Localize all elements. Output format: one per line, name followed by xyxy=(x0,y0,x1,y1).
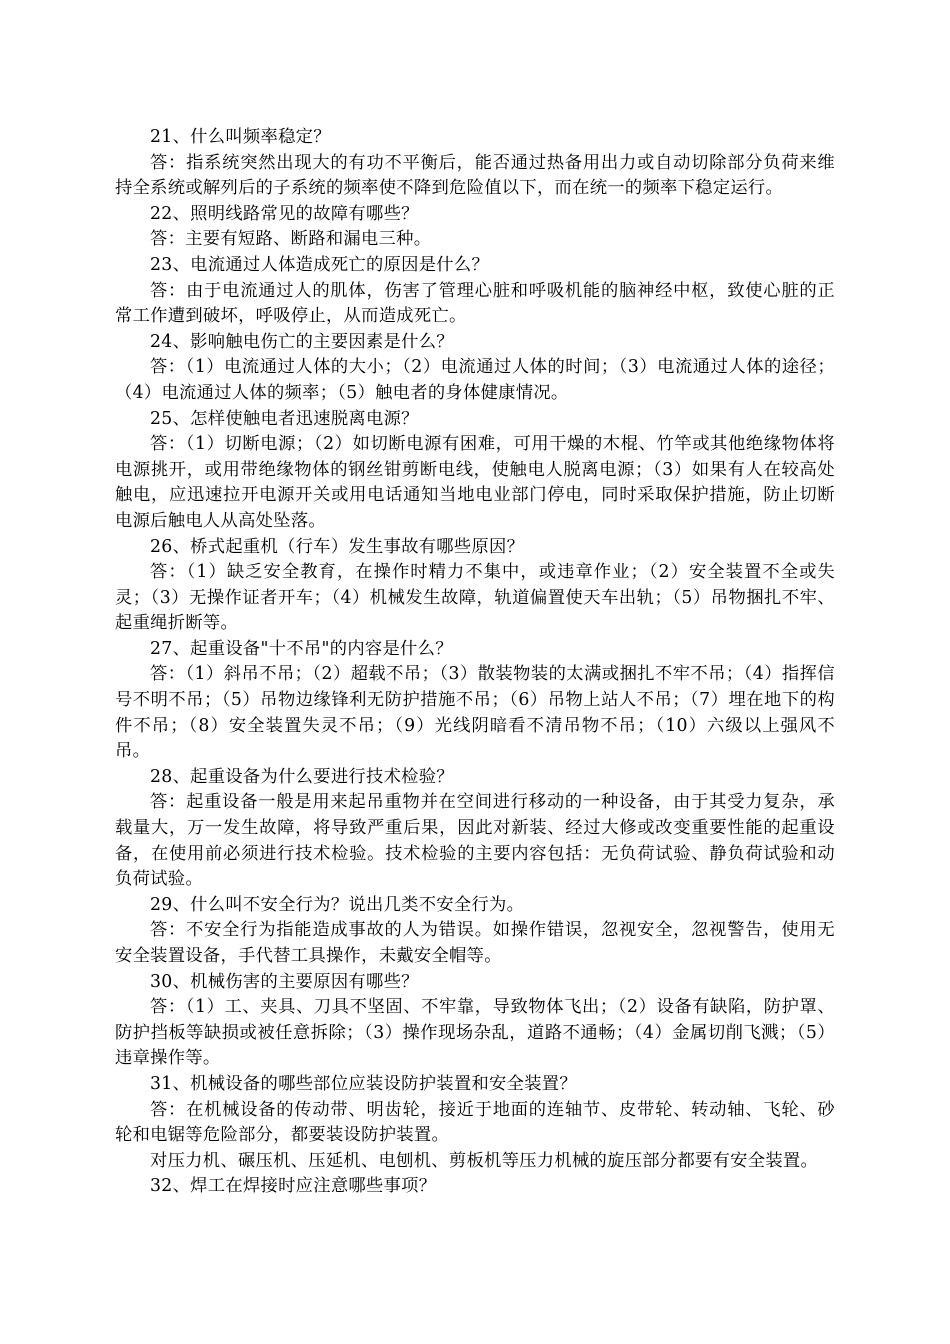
answer-29: 答：不安全行为指能造成事故的人为错误。如操作错误，忽视安全，忽视警告，使用无安全装置设备，手代替工具操作，未戴安全帽等。 xyxy=(115,920,835,966)
question-29: 29、什么叫不安全行为？说出几类不安全行为。 xyxy=(150,894,525,915)
answer-24: 答：（1）电流通过人体的大小；（2）电流通过人体的时间；（3）电流通过人体的途径；（4）电流通过人体的频率；（5）触电者的身体健康情况。 xyxy=(115,357,835,403)
question-31: 31、机械设备的哪些部位应装设防护装置和安全装置？ xyxy=(150,1073,577,1094)
question-26: 26、桥式起重机（行车）发生事故有哪些原因？ xyxy=(150,536,525,557)
question-25: 25、怎样使触电者迅速脱离电源？ xyxy=(150,408,419,429)
answer-22: 答：主要有短路、断路和漏电三种。 xyxy=(150,229,432,250)
document-page xyxy=(115,125,835,1200)
answer-28: 答：起重设备一般是用来起吊重物并在空间进行移动的一种设备，由于其受力复杂，承载量大，万一发生故障，将导致严重后果，因此对新装、经过大修或改变重要性能的起重设备，在使用前必须进行技术检验。技术检验的主要内容包括：无负荷试验、静负荷试验和动负荷试验。 xyxy=(115,792,835,890)
question-30: 30、机械伤害的主要原因有哪些？ xyxy=(150,971,419,992)
question-23: 23、电流通过人体造成死亡的原因是什么？ xyxy=(150,254,490,275)
answer-25: 答：（1）切断电源；（2）如切断电源有困难，可用干燥的木棍、竹竿或其他绝缘物体将电源挑开，或用带绝缘物体的钢丝钳剪断电线，使触电人脱离电源；（3）如果有人在较高处触电，应迅速拉开电源开关或用电话通知当地电业部门停电，同时采取保护措施，防止切断电源后触电人从高处坠落。 xyxy=(115,434,835,531)
question-24: 24、影响触电伤亡的主要因素是什么？ xyxy=(150,331,454,352)
answer-26: 答：（1）缺乏安全教育，在操作时精力不集中，或违章作业；（2）安全装置不全或失灵；（3）无操作证者开车；（4）机械发生故障，轨道偏置使天车出轨；（5）吊物捆扎不牢、起重绳折断等。 xyxy=(115,562,835,634)
question-27: 27、起重设备"十不吊"的内容是什么？ xyxy=(150,638,453,659)
question-21: 21、什么叫频率稳定？ xyxy=(150,127,331,147)
answer-21: 答：指系统突然出现大的有功不平衡后，能否通过热备用出力或自动切除部分负荷来维持全系统或解列后的子系统的频率使不降到危险值以下，而在统一的频率下稳定运行。 xyxy=(115,152,835,199)
question-28: 28、起重设备为什么要进行技术检验？ xyxy=(150,766,454,787)
answer-27: 答：（1）斜吊不吊；（2）超载不吊；（3）散装物装的太满或捆扎不牢不吊；（4）指挥信号不明不吊；（5）吊物边缘锋利无防护措施不吊；（6）吊物上站人不吊；（7）埋在地下的构件不吊；（8）安全装置失灵不吊；（9）光线阴暗看不清吊物不吊；（10）六级以上强风不吊。 xyxy=(115,664,835,762)
question-32: 32、焊工在焊接时应注意哪些事项？ xyxy=(150,1176,437,1197)
answer-31-continued: 对压力机、碾压机、压延机、电刨机、剪板机等压力机械的旋压部分都要有安全装置。 xyxy=(150,1150,819,1171)
answer-30: 答：（1）工、夹具、刀具不坚固、不牢靠，导致物体飞出；（2）设备有缺陷，防护罩、防护挡板等缺损或被任意拆除；（3）操作现场杂乱，道路不通畅；（4）金属切削飞溅；（5）违章操作等。 xyxy=(115,997,835,1069)
answer-31: 答：在机械设备的传动带、明齿轮，接近于地面的连轴节、皮带轮、转动轴、飞轮、砂轮和电锯等危险部分，都要装设防护装置。 xyxy=(115,1099,835,1146)
answer-23: 答：由于电流通过人的肌体，伤害了管理心脏和呼吸机能的脑神经中枢，致使心脏的正常工作遭到破坏，呼吸停止，从而造成死亡。 xyxy=(115,280,835,327)
question-22: 22、照明线路常见的故障有哪些？ xyxy=(150,203,419,224)
